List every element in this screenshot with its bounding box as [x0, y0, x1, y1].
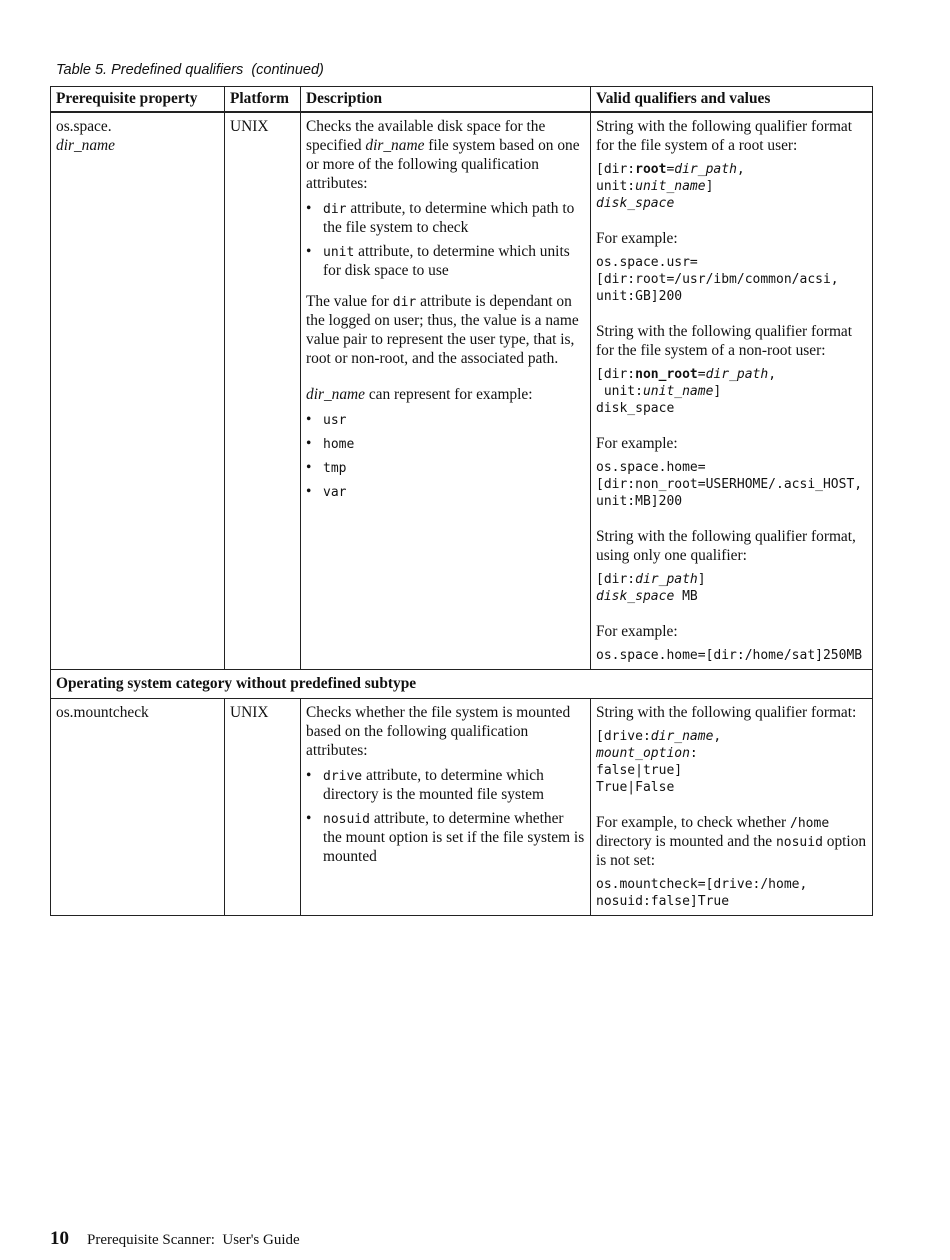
example-label: For example:: [596, 230, 678, 247]
section-header-row: [51, 670, 873, 699]
header-description: Description: [301, 87, 591, 113]
document-title: Prerequisite Scanner: User's Guide: [87, 1232, 300, 1248]
list-item: • home: [306, 434, 585, 453]
list-item: • dir attribute, to determine which path to the file system to check: [306, 199, 585, 237]
format-nonroot-code: [dir:non_root=dir_path, unit:unit_name] disk_space: [596, 367, 777, 416]
list-item: • tmp: [306, 458, 585, 477]
platform-cell: UNIX: [225, 112, 301, 670]
header-platform: Platform: [225, 87, 301, 113]
example-root-code: os.space.usr= [dir:root=/usr/ibm/common/acsi, unit:GB]200: [596, 255, 839, 304]
property-name: os.space.: [56, 118, 112, 135]
header-valid-qualifiers: Valid qualifiers and values: [591, 87, 873, 113]
dir-name-list: [306, 410, 585, 501]
description-intro: Checks the available disk space for the specified dir_name file system based on one or more of the following qualification attributes:: [306, 118, 580, 192]
list-item: • usr: [306, 410, 585, 429]
description-examples-intro: dir_name can represent for example:: [306, 386, 533, 403]
example-label: For example:: [596, 623, 678, 640]
valid-values-cell: [591, 699, 873, 916]
attribute-list: [306, 199, 585, 280]
property-cell: os.mountcheck: [51, 699, 225, 916]
page-number: 10: [50, 1228, 69, 1249]
list-item: • unit attribute, to determine which units for disk space to use: [306, 242, 585, 280]
predefined-qualifiers-table: [50, 86, 873, 916]
description-cell: [301, 112, 591, 670]
format-single-text: String with the following qualifier format, using only one qualifier:: [596, 528, 856, 564]
property-variable: dir_name: [56, 137, 115, 154]
table-row-os-space: [51, 112, 873, 670]
page-footer: [50, 1228, 300, 1250]
format-nonroot-text: String with the following qualifier format for the file system of a non-root user:: [596, 323, 853, 359]
description-intro: Checks whether the file system is mounted based on the following qualification attributes:: [306, 704, 571, 759]
attribute-list: [306, 766, 585, 866]
section-header: Operating system category without predefined subtype: [51, 670, 873, 699]
header-prerequisite-property: Prerequisite property: [51, 87, 225, 113]
format-code: [drive:dir_name, mount_option: false|true] True|False: [596, 729, 722, 795]
table-caption: Table 5. Predefined qualifiers (continued): [56, 62, 324, 78]
format-root-text: String with the following qualifier format for the file system of a root user:: [596, 118, 853, 154]
list-item: • drive attribute, to determine which directory is the mounted file system: [306, 766, 585, 804]
example-single-code: os.space.home=[dir:/home/sat]250MB: [596, 648, 863, 663]
table-row-os-mountcheck: [51, 699, 873, 916]
example-intro: For example, to check whether /home directory is mounted and the nosuid option is not set:: [596, 814, 867, 869]
valid-values-cell: [591, 112, 873, 670]
example-nonroot-code: os.space.home= [dir:non_root=USERHOME/.acsi_HOST, unit:MB]200: [596, 460, 863, 509]
example-code: os.mountcheck=[drive:/home, nosuid:false]True: [596, 877, 808, 909]
description-cell: [301, 699, 591, 916]
table-header-row: [51, 87, 873, 113]
platform-cell: UNIX: [225, 699, 301, 916]
description-dir-note: The value for dir attribute is dependant on the logged on user; thus, the value is a name value pair to represent the user type, that is, root or non-root, and the associated path.: [306, 293, 579, 367]
example-label: For example:: [596, 435, 678, 452]
format-single-code: [dir:dir_path] disk_space MB: [596, 572, 706, 604]
list-item: • nosuid attribute, to determine whether the mount option is set if the file system is mounted: [306, 809, 585, 866]
property-cell: [51, 112, 225, 670]
format-text: String with the following qualifier format:: [596, 704, 857, 721]
format-root-code: [dir:root=dir_path, unit:unit_name] disk_space: [596, 162, 745, 211]
list-item: • var: [306, 482, 585, 501]
